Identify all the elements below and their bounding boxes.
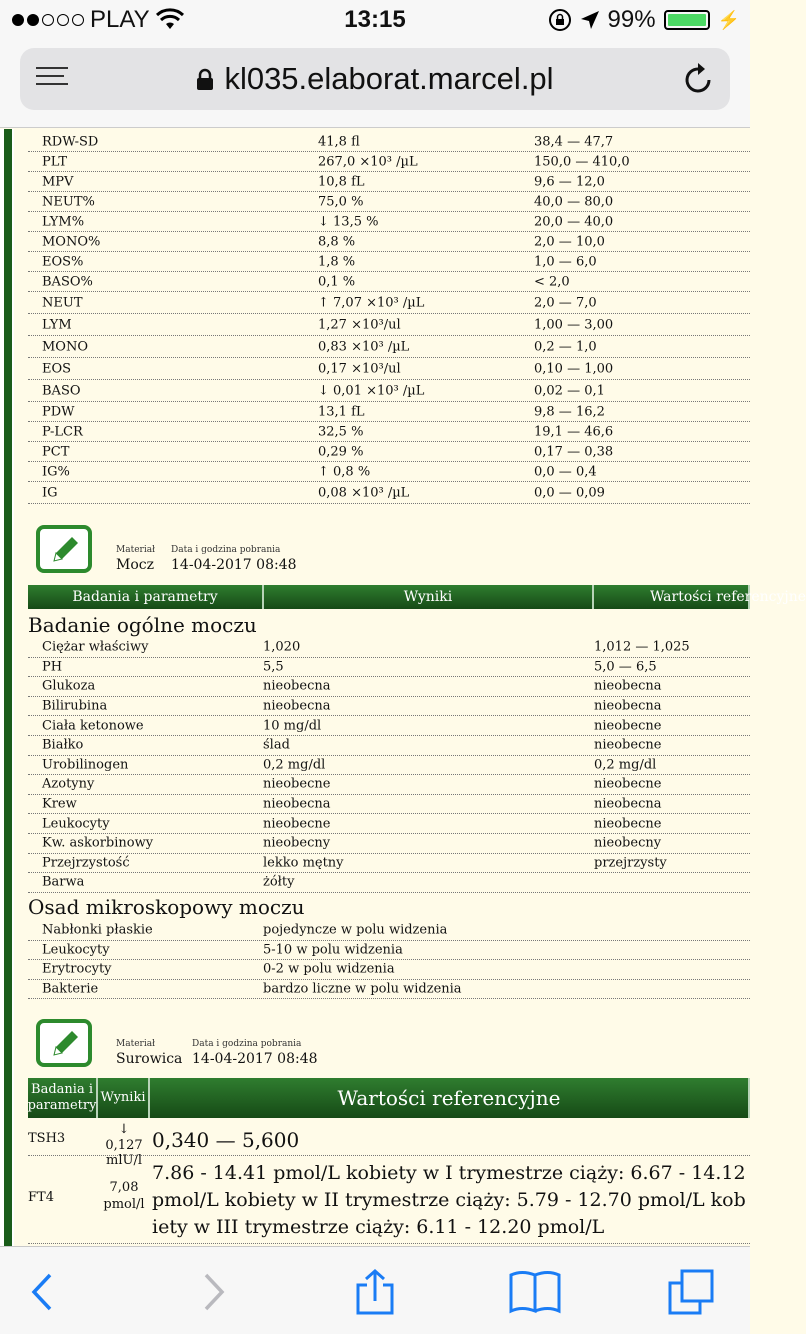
param-name: IG% <box>42 464 70 479</box>
param-reference: 2,0 — 7,0 <box>534 295 597 310</box>
urine-microscopic-table <box>28 921 750 999</box>
param-reference: 1,00 — 3,00 <box>534 317 614 332</box>
table-row <box>28 252 750 272</box>
header-reference: Wartości referencyjne <box>150 1078 750 1118</box>
table-row <box>28 292 750 314</box>
table-row <box>28 814 750 834</box>
param-reference: 0,2 — 1,0 <box>534 339 597 354</box>
battery-percent: 99% <box>607 6 656 33</box>
table-row <box>28 314 750 336</box>
param-value: ↓ 0,127 mlU/l <box>105 1122 143 1169</box>
param-value: 8,8 % <box>318 234 356 249</box>
table-row <box>28 795 750 815</box>
table-row <box>28 336 750 358</box>
header-parameters: Badania i parametry <box>28 1078 98 1118</box>
serum-table-header <box>28 1078 750 1118</box>
urine-material-block <box>28 525 750 577</box>
param-name: LYM% <box>42 214 85 229</box>
param-value: 7,08 pmol/l <box>103 1180 145 1212</box>
param-name: Leukocyty <box>42 816 110 832</box>
table-row <box>28 402 750 422</box>
param-name: MONO% <box>42 234 101 249</box>
collection-date: 14-04-2017 08:48 <box>171 557 297 573</box>
param-name: Ciała ketonowe <box>42 718 144 734</box>
serum-table <box>28 1078 750 1246</box>
param-value: ↓ 13,5 % <box>318 214 379 229</box>
status-bar <box>0 0 750 40</box>
param-name: MPV <box>42 174 74 189</box>
param-reference: 0,17 — 0,38 <box>534 444 614 459</box>
param-value: ↓ 0,01 ×10³ /µL <box>318 383 425 398</box>
param-value: 0,08 ×10³ /µL <box>318 485 410 500</box>
param-reference: 38,4 — 47,7 <box>534 134 614 149</box>
param-name: FT4 <box>28 1190 54 1205</box>
table-row <box>28 658 750 678</box>
param-value: 0,83 ×10³ /µL <box>318 339 410 354</box>
section-title-microscopic: Osad mikroskopowy moczu <box>28 895 305 919</box>
param-name: Nabłonki płaskie <box>42 922 153 938</box>
table-row <box>28 462 750 482</box>
param-value: nieobecne <box>263 776 331 792</box>
param-name: Bakterie <box>42 981 99 997</box>
param-value: 5-10 w polu widzenia <box>263 942 403 958</box>
param-value: 0,1 % <box>318 274 356 289</box>
param-value: 0,2 mg/dl <box>263 757 326 773</box>
param-reference: 5,0 — 6,5 <box>594 659 657 675</box>
param-name: LYM <box>42 317 72 332</box>
bookmarks-icon[interactable] <box>508 1269 562 1315</box>
param-reference: nieobecna <box>594 796 662 812</box>
address-bar[interactable] <box>20 48 730 110</box>
param-value: bardzo liczne w polu widzenia <box>263 981 462 997</box>
serum-material-block <box>28 1019 750 1071</box>
param-name: PCT <box>42 444 70 459</box>
param-reference: nieobecna <box>594 678 662 694</box>
section-title-general: Badanie ogólne moczu <box>28 613 257 637</box>
table-row <box>28 380 750 402</box>
browser-toolbar <box>0 1246 750 1334</box>
table-row <box>28 212 750 232</box>
param-value: nieobecna <box>263 698 331 714</box>
param-value: nieobecna <box>263 678 331 694</box>
param-reference: 0,0 — 0,09 <box>534 485 605 500</box>
table-row <box>28 775 750 795</box>
tabs-icon[interactable] <box>668 1269 714 1315</box>
param-name: EOS <box>42 361 72 376</box>
forward-icon[interactable] <box>190 1269 236 1315</box>
param-value: 10,8 fL <box>318 174 365 189</box>
param-name: NEUT% <box>42 194 95 209</box>
param-value: 1,8 % <box>318 254 356 269</box>
param-value: nieobecne <box>263 816 331 832</box>
param-reference: 0,10 — 1,00 <box>534 361 614 376</box>
param-reference: nieobecny <box>594 835 662 851</box>
param-reference: nieobecne <box>594 816 662 832</box>
param-reference: 19,1 — 46,6 <box>534 424 614 439</box>
browser-address-area <box>0 40 750 128</box>
param-value: 0-2 w polu widzenia <box>263 961 395 977</box>
material-value: Surowica <box>116 1051 183 1067</box>
table-row <box>28 442 750 462</box>
table-row <box>28 422 750 442</box>
param-value: 1,020 <box>263 639 301 655</box>
table-row <box>28 272 750 292</box>
header-reference: Wartości referencyjne <box>594 585 750 609</box>
param-value: 1,27 ×10³/ul <box>318 317 401 332</box>
param-value: nieobecna <box>263 796 331 812</box>
table-row <box>28 172 750 192</box>
param-name: NEUT <box>42 295 83 310</box>
collection-date: 14-04-2017 08:48 <box>192 1051 318 1067</box>
param-name: Erytrocyty <box>42 961 112 977</box>
param-name: Kw. askorbinowy <box>42 835 154 851</box>
table-row <box>28 854 750 874</box>
param-name: BASO% <box>42 274 93 289</box>
param-reference: przejrzysty <box>594 855 667 871</box>
table-row <box>28 736 750 756</box>
param-reference: 1,0 — 6,0 <box>534 254 597 269</box>
param-name: Barwa <box>42 874 85 890</box>
material-label: Materiał <box>116 1039 155 1049</box>
table-row <box>28 482 750 504</box>
param-name: Urobilinogen <box>42 757 129 773</box>
param-reference: 150,0 — 410,0 <box>534 154 630 169</box>
param-reference: 2,0 — 10,0 <box>534 234 605 249</box>
param-reference: nieobecna <box>594 698 662 714</box>
share-icon[interactable] <box>352 1269 398 1315</box>
header-parameters: Badania i parametry <box>28 585 264 609</box>
param-name: Krew <box>42 796 77 812</box>
blood-results-table <box>28 132 750 504</box>
param-reference: 0,02 — 0,1 <box>534 383 605 398</box>
date-label: Data i godzina pobrania <box>171 545 281 555</box>
charging-icon: ⚡ <box>717 9 740 30</box>
header-results: Wyniki <box>264 585 594 609</box>
location-icon <box>580 10 600 30</box>
battery-icon <box>664 10 710 30</box>
table-row <box>28 152 750 172</box>
param-reference: 7.86 - 14.41 pmol/L kobiety w I trymestrze ciąży: 6.67 - 14.12 pmol/L kobiety w II trymestrze ciąży: 5.79 - 12.70 pmol/L kobiety w III trymestrze ciąży: 6.11 - 12.20 pmol/L <box>152 1162 746 1238</box>
param-name: IG <box>42 485 58 500</box>
table-row <box>28 677 750 697</box>
param-value: 32,5 % <box>318 424 364 439</box>
table-row <box>28 697 750 717</box>
param-name: TSH3 <box>28 1131 66 1146</box>
reload-icon[interactable] <box>684 62 714 102</box>
param-reference: 9,6 — 12,0 <box>534 174 605 189</box>
param-value: ślad <box>263 737 290 753</box>
table-row <box>28 1158 750 1244</box>
table-row <box>28 638 750 658</box>
param-value: ↑ 7,07 ×10³ /µL <box>318 295 425 310</box>
param-reference: 40,0 — 80,0 <box>534 194 614 209</box>
table-row <box>28 756 750 776</box>
param-value: 267,0 ×10³ /µL <box>318 154 418 169</box>
clock: 13:15 <box>344 6 406 33</box>
param-value: 5,5 <box>263 659 284 675</box>
table-row <box>28 716 750 736</box>
param-name: P-LCR <box>42 424 83 439</box>
param-name: BASO <box>42 383 81 398</box>
param-reference: 1,012 — 1,025 <box>594 639 690 655</box>
param-value: nieobecny <box>263 835 331 851</box>
param-name: Przejrzystość <box>42 855 130 871</box>
param-name: EOS% <box>42 254 84 269</box>
param-name: Glukoza <box>42 678 96 694</box>
param-value: 0,29 % <box>318 444 364 459</box>
material-value: Mocz <box>116 557 154 573</box>
param-name: Leukocyty <box>42 942 110 958</box>
url-host[interactable] <box>20 61 730 97</box>
url-text: kl035.elaborat.marcel.pl <box>224 61 554 96</box>
edit-icon[interactable] <box>36 525 92 573</box>
param-reference: nieobecne <box>594 776 662 792</box>
param-reference: 0,0 — 0,4 <box>534 464 597 479</box>
table-row <box>28 358 750 380</box>
table-row <box>28 834 750 854</box>
header-results: Wyniki <box>98 1078 150 1118</box>
param-value: żółty <box>263 874 295 890</box>
param-value: lekko mętny <box>263 855 344 871</box>
param-reference: 20,0 — 40,0 <box>534 214 614 229</box>
param-name: Ciężar właściwy <box>42 639 149 655</box>
param-name: RDW-SD <box>42 134 99 149</box>
param-name: Azotyny <box>42 776 95 792</box>
rotation-lock-icon <box>548 8 572 32</box>
table-row <box>28 980 750 1000</box>
param-value: 13,1 fL <box>318 404 365 419</box>
param-reference: nieobecne <box>594 737 662 753</box>
param-reference: 9,8 — 16,2 <box>534 404 605 419</box>
param-name: PDW <box>42 404 75 419</box>
table-row <box>28 192 750 212</box>
param-name: Bilirubina <box>42 698 108 714</box>
param-name: Białko <box>42 737 84 753</box>
table-row <box>28 960 750 980</box>
date-label: Data i godzina pobrania <box>192 1039 302 1049</box>
left-border <box>0 129 14 1246</box>
urine-table-header <box>28 585 806 609</box>
param-value: 10 mg/dl <box>263 718 322 734</box>
lock-icon <box>196 69 214 91</box>
param-reference: nieobecne <box>594 718 662 734</box>
param-name: PLT <box>42 154 67 169</box>
param-value: pojedyncze w polu widzenia <box>263 922 448 938</box>
table-row <box>28 873 750 893</box>
table-row <box>28 1120 750 1169</box>
param-value: 41,8 fl <box>318 134 360 149</box>
material-label: Materiał <box>116 545 155 555</box>
table-row <box>28 132 750 152</box>
param-value: ↑ 0,8 % <box>318 464 371 479</box>
table-row <box>28 941 750 961</box>
param-name: MONO <box>42 339 89 354</box>
param-name: PH <box>42 659 63 675</box>
param-value: 75,0 % <box>318 194 364 209</box>
urine-general-table <box>28 638 750 893</box>
param-value: 0,17 ×10³/ul <box>318 361 401 376</box>
back-icon[interactable] <box>20 1269 66 1315</box>
carrier-name: PLAY <box>90 6 150 33</box>
edit-icon[interactable] <box>36 1019 92 1067</box>
table-row <box>28 232 750 252</box>
param-reference: 0,2 mg/dl <box>594 757 657 773</box>
table-row <box>28 921 750 941</box>
param-reference: 0,340 — 5,600 <box>152 1128 300 1152</box>
param-reference: < 2,0 <box>534 274 570 289</box>
page-content <box>0 129 806 1246</box>
